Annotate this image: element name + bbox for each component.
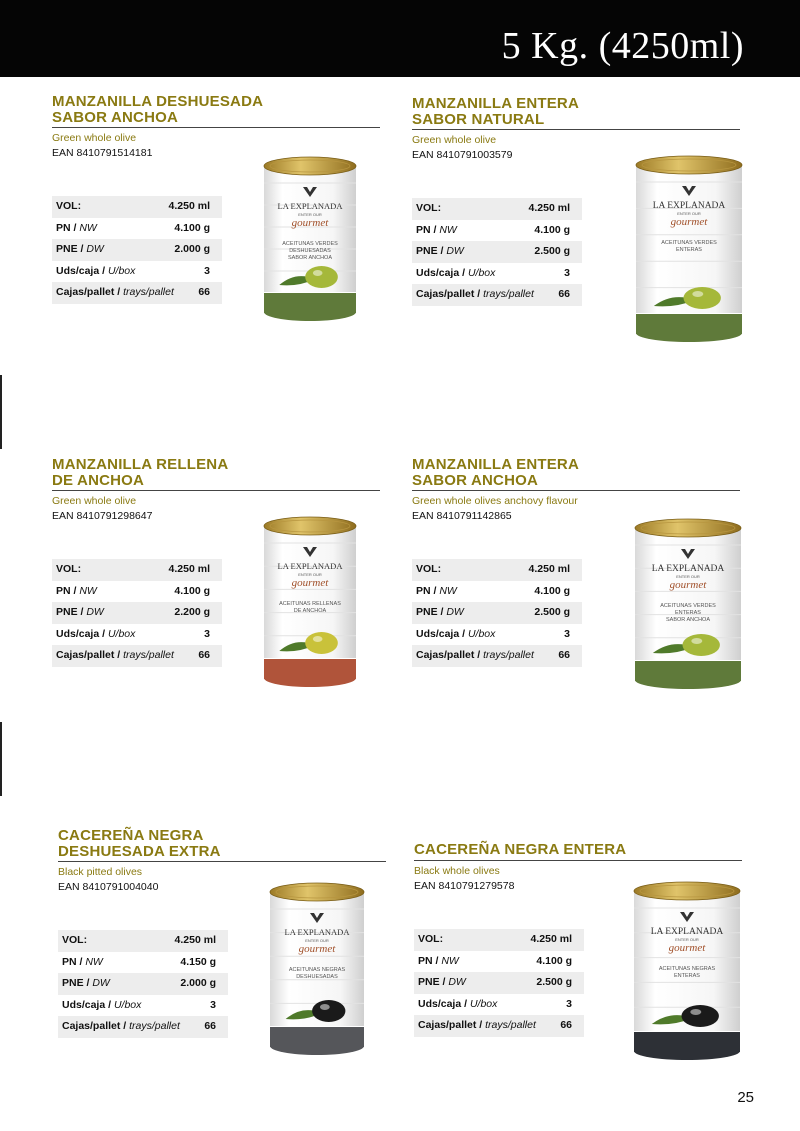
- product-can-image: [262, 513, 358, 689]
- spec-row: [52, 602, 222, 624]
- spec-value: 3: [210, 998, 216, 1011]
- spec-label-en: trays/pallet: [123, 649, 174, 661]
- spec-row: [412, 581, 582, 603]
- spec-row: [52, 239, 222, 261]
- spec-label-es: PN /: [62, 955, 86, 968]
- spec-value: 3: [564, 266, 570, 279]
- product-can-image: [633, 515, 743, 691]
- title-divider: [412, 129, 740, 130]
- spec-row: [58, 930, 228, 952]
- spec-value: 66: [198, 649, 210, 661]
- can-product-text: ACEITUNAS VERDES: [282, 241, 338, 247]
- can-product-text: DESHUESADAS: [289, 248, 331, 254]
- product-title-line: SABOR NATURAL: [412, 111, 545, 128]
- spec-label-en: U/box: [467, 266, 496, 279]
- spec-label-es: PNE /: [56, 243, 87, 255]
- spec-label-es: Uds/caja /: [418, 997, 470, 1010]
- spec-label-en: DW: [446, 245, 464, 257]
- ean-code: EAN 8410791003579: [412, 149, 513, 161]
- spec-value: 66: [558, 649, 570, 661]
- spec-label-en: U/box: [107, 264, 136, 277]
- spec-value: 66: [560, 1019, 572, 1031]
- spec-value: 66: [198, 286, 210, 298]
- spec-label-en: trays/pallet: [483, 649, 534, 661]
- spec-value: 66: [558, 288, 570, 300]
- can-brand-text: LA EXPLANADA: [652, 201, 726, 211]
- spec-label-en: trays/pallet: [123, 286, 174, 298]
- spec-row: [52, 261, 222, 283]
- spec-row: [52, 218, 222, 240]
- spec-value: 2.500 g: [534, 606, 570, 618]
- spec-row: [52, 581, 222, 603]
- product-subtitle: Green whole olive: [52, 132, 137, 144]
- spec-row: [58, 1016, 228, 1038]
- spec-row: [412, 284, 582, 306]
- title-divider: [58, 861, 386, 862]
- product-can-image: [262, 153, 358, 323]
- page-header: [0, 0, 800, 77]
- spec-row: [414, 972, 584, 994]
- product-title-line: MANZANILLA RELLENA: [52, 456, 229, 473]
- product-title: [412, 96, 579, 128]
- spec-label: [56, 200, 81, 212]
- olive-icon: [683, 634, 720, 656]
- spec-label-en: DW: [92, 977, 110, 989]
- spec-row: [414, 951, 584, 973]
- spec-row: [52, 624, 222, 646]
- spec-row: [52, 559, 222, 581]
- can-tagline-text: ENTER OUR: [298, 572, 322, 577]
- spec-row: [414, 994, 584, 1016]
- can-brand-text: LA EXPLANADA: [284, 927, 350, 937]
- spec-label-en: trays/pallet: [483, 288, 534, 300]
- spec-label: [56, 563, 81, 575]
- product-title-line: DESHUESADA EXTRA: [58, 843, 221, 860]
- product-card: [52, 94, 420, 354]
- spec-label-en: U/box: [469, 997, 498, 1010]
- spec-label: [416, 202, 441, 214]
- spec-label: [56, 265, 135, 277]
- spec-row: [412, 602, 582, 624]
- spec-label-en: DW: [86, 243, 104, 255]
- spec-label-es: PNE /: [62, 977, 93, 989]
- spec-value: 4.250 ml: [174, 934, 216, 946]
- spec-label: [56, 243, 104, 255]
- spec-label: [416, 267, 495, 279]
- can-brand-text: LA EXPLANADA: [277, 561, 343, 571]
- product-title-line: MANZANILLA ENTERA: [412, 95, 579, 112]
- ean-code: EAN 8410791514181: [52, 147, 153, 159]
- spec-value: 3: [204, 264, 210, 277]
- can-product-text: ACEITUNAS VERDES: [661, 240, 717, 246]
- spec-label-en: DW: [86, 606, 104, 618]
- olive-icon: [682, 1005, 719, 1027]
- olive-icon: [684, 287, 721, 309]
- spec-label-es: PN /: [416, 584, 440, 597]
- product-title-line: SABOR ANCHOA: [52, 109, 179, 126]
- spec-table: [414, 929, 584, 1037]
- spec-value: 3: [564, 627, 570, 640]
- spec-row: [58, 952, 228, 974]
- spec-label: [416, 628, 495, 640]
- spec-label: [56, 628, 135, 640]
- product-title-line: MANZANILLA DESHUESADA: [52, 93, 264, 110]
- title-divider: [414, 860, 742, 861]
- product-title: [52, 457, 228, 489]
- spec-label: [416, 224, 457, 236]
- spec-value: 2.200 g: [174, 606, 210, 618]
- can-tagline-text: ENTER OUR: [675, 937, 699, 942]
- spec-label: [56, 585, 97, 597]
- side-tab-mark: [0, 722, 2, 796]
- spec-label: [56, 606, 104, 618]
- spec-label: [418, 998, 497, 1010]
- can-graphic: [262, 153, 358, 323]
- spec-label-es: VOL:: [56, 563, 82, 575]
- can-script-text: gourmet: [668, 942, 706, 954]
- spec-row: [58, 973, 228, 995]
- product-subtitle: Green whole olive: [412, 134, 497, 146]
- spec-table: [52, 559, 222, 667]
- ean-code: EAN 8410791279578: [414, 880, 515, 892]
- product-can-image: [268, 879, 366, 1057]
- spec-label-en: NW: [439, 584, 457, 597]
- spec-value: 3: [204, 627, 210, 640]
- spec-label-es: Uds/caja /: [56, 627, 108, 640]
- spec-label-es: Cajas/pallet /: [56, 649, 124, 661]
- can-product-text: SABOR ANCHOA: [287, 255, 333, 261]
- spec-label-en: NW: [85, 955, 103, 968]
- spec-value: 4.150 g: [180, 955, 216, 968]
- spec-label-es: Cajas/pallet /: [418, 1019, 486, 1031]
- can-graphic: [632, 878, 742, 1062]
- can-brand-text: LA EXPLANADA: [651, 564, 725, 574]
- spec-label: [416, 649, 534, 661]
- spec-label: [62, 999, 141, 1011]
- page-title: 5 Kg. (4250ml): [501, 25, 744, 67]
- product-card: [58, 828, 426, 1088]
- title-divider: [52, 127, 380, 128]
- spec-label-es: Cajas/pallet /: [416, 649, 484, 661]
- spec-label-es: Uds/caja /: [416, 266, 468, 279]
- product-title-line: MANZANILLA ENTERA: [412, 456, 579, 473]
- product-title-line: DE ANCHOA: [52, 472, 145, 489]
- product-title: [414, 842, 626, 858]
- spec-label-en: NW: [79, 584, 97, 597]
- spec-label: [416, 245, 464, 257]
- spec-value: 3: [566, 997, 572, 1010]
- can-product-text: ENTERAS: [675, 610, 701, 616]
- side-tab-mark: [0, 375, 2, 449]
- spec-table: [58, 930, 228, 1038]
- title-divider: [52, 490, 380, 491]
- can-brand-text: LA EXPLANADA: [277, 201, 343, 211]
- spec-label: [416, 585, 457, 597]
- olive-icon: [312, 1000, 345, 1022]
- spec-row: [412, 645, 582, 667]
- spec-value: 4.250 ml: [168, 200, 210, 212]
- spec-label-es: PNE /: [418, 976, 449, 988]
- spec-row: [414, 1015, 584, 1037]
- spec-label-en: DW: [448, 976, 466, 988]
- spec-label-es: Uds/caja /: [56, 264, 108, 277]
- spec-label-es: Cajas/pallet /: [416, 288, 484, 300]
- product-subtitle: Green whole olive: [52, 495, 137, 507]
- spec-label: [56, 222, 97, 234]
- spec-label-es: PNE /: [416, 606, 447, 618]
- spec-table: [412, 559, 582, 667]
- spec-label-es: PN /: [56, 221, 80, 234]
- spec-row: [52, 282, 222, 304]
- spec-label: [418, 933, 443, 945]
- spec-label-en: NW: [439, 223, 457, 236]
- spec-label-es: PN /: [418, 954, 442, 967]
- spec-value: 2.500 g: [536, 976, 572, 988]
- spec-value: 4.250 ml: [528, 563, 570, 575]
- can-brand-text: LA EXPLANADA: [650, 927, 724, 937]
- spec-label: [418, 955, 459, 967]
- product-title: [52, 94, 263, 126]
- spec-label-en: trays/pallet: [485, 1019, 536, 1031]
- product-title-line: CACEREÑA NEGRA ENTERA: [414, 841, 627, 858]
- product-subtitle: Black whole olives: [414, 865, 500, 877]
- product-subtitle: Green whole olives anchovy flavour: [412, 495, 578, 507]
- spec-value: 66: [204, 1020, 216, 1032]
- spec-label-es: VOL:: [62, 934, 88, 946]
- spec-label: [416, 288, 534, 300]
- spec-label: [62, 934, 87, 946]
- can-script-text: gourmet: [670, 216, 708, 228]
- can-product-text: DESHUESADAS: [296, 974, 338, 980]
- product-subtitle: Black pitted olives: [58, 866, 143, 878]
- spec-label-es: Uds/caja /: [62, 998, 114, 1011]
- spec-label-en: trays/pallet: [129, 1020, 180, 1032]
- spec-row: [412, 241, 582, 263]
- olive-icon: [305, 266, 338, 288]
- page-number: 25: [737, 1089, 754, 1106]
- spec-label-es: VOL:: [418, 933, 444, 945]
- can-script-text: gourmet: [291, 577, 329, 589]
- product-title-line: SABOR ANCHOA: [412, 472, 539, 489]
- can-product-text: ENTERAS: [676, 247, 702, 253]
- can-graphic: [268, 879, 366, 1057]
- product-can-image: [634, 152, 744, 344]
- spec-value: 2.000 g: [180, 977, 216, 989]
- spec-label: [418, 1019, 536, 1031]
- spec-row: [52, 645, 222, 667]
- spec-label: [62, 977, 110, 989]
- can-graphic: [634, 152, 744, 344]
- spec-value: 4.100 g: [534, 223, 570, 236]
- can-tagline-text: ENTER OUR: [305, 938, 329, 943]
- spec-label-en: U/box: [467, 627, 496, 640]
- can-product-text: ACEITUNAS VERDES: [660, 603, 716, 609]
- spec-label-es: PNE /: [416, 245, 447, 257]
- spec-value: 4.100 g: [174, 584, 210, 597]
- spec-label-es: VOL:: [416, 563, 442, 575]
- can-tagline-text: ENTER OUR: [677, 211, 701, 216]
- product-can-image: [632, 878, 742, 1062]
- spec-label-en: U/box: [107, 627, 136, 640]
- spec-label: [416, 606, 464, 618]
- spec-label: [56, 286, 174, 298]
- spec-value: 4.250 ml: [528, 202, 570, 214]
- olive-icon: [305, 632, 338, 654]
- can-tagline-text: ENTER OUR: [676, 574, 700, 579]
- spec-label: [56, 649, 174, 661]
- spec-label: [416, 563, 441, 575]
- spec-label-es: VOL:: [56, 200, 82, 212]
- spec-row: [412, 220, 582, 242]
- spec-value: 4.250 ml: [168, 563, 210, 575]
- spec-row: [414, 929, 584, 951]
- spec-value: 2.000 g: [174, 243, 210, 255]
- spec-value: 4.250 ml: [530, 933, 572, 945]
- spec-label: [62, 1020, 180, 1032]
- product-title-line: CACEREÑA NEGRA: [58, 827, 204, 844]
- spec-label-es: PN /: [416, 223, 440, 236]
- spec-label-en: U/box: [113, 998, 142, 1011]
- spec-label-en: NW: [441, 954, 459, 967]
- spec-row: [52, 196, 222, 218]
- ean-code: EAN 8410791004040: [58, 881, 159, 893]
- spec-value: 2.500 g: [534, 245, 570, 257]
- spec-label: [62, 956, 103, 968]
- can-product-text: ACEITUNAS NEGRAS: [288, 967, 346, 973]
- can-product-text: ENTERAS: [674, 973, 700, 979]
- can-script-text: gourmet: [298, 943, 336, 955]
- title-divider: [412, 490, 740, 491]
- can-graphic: [633, 515, 743, 691]
- can-product-text: DE ANCHOA: [293, 608, 327, 614]
- spec-label-es: Uds/caja /: [416, 627, 468, 640]
- spec-label-es: PN /: [56, 584, 80, 597]
- can-product-text: ACEITUNAS RELLENAS: [279, 601, 341, 607]
- can-script-text: gourmet: [669, 579, 707, 591]
- spec-label-en: DW: [446, 606, 464, 618]
- can-product-text: ACEITUNAS NEGRAS: [658, 966, 716, 972]
- ean-code: EAN 8410791298647: [52, 510, 153, 522]
- product-title: [58, 828, 221, 860]
- spec-row: [412, 263, 582, 285]
- spec-value: 4.100 g: [536, 954, 572, 967]
- spec-row: [412, 624, 582, 646]
- ean-code: EAN 8410791142865: [412, 510, 512, 522]
- can-graphic: [262, 513, 358, 689]
- can-product-text: SABOR ANCHOA: [665, 617, 711, 623]
- product-card: [52, 457, 420, 717]
- spec-label: [418, 976, 466, 988]
- spec-label-es: Cajas/pallet /: [62, 1020, 130, 1032]
- spec-table: [412, 198, 582, 306]
- spec-label-es: PNE /: [56, 606, 87, 618]
- spec-value: 4.100 g: [534, 584, 570, 597]
- spec-row: [412, 198, 582, 220]
- spec-row: [412, 559, 582, 581]
- spec-row: [58, 995, 228, 1017]
- product-title: [412, 457, 579, 489]
- spec-value: 4.100 g: [174, 221, 210, 234]
- spec-label-es: Cajas/pallet /: [56, 286, 124, 298]
- spec-label-en: NW: [79, 221, 97, 234]
- can-tagline-text: ENTER OUR: [298, 212, 322, 217]
- spec-label-es: VOL:: [416, 202, 442, 214]
- spec-table: [52, 196, 222, 304]
- can-script-text: gourmet: [291, 217, 329, 229]
